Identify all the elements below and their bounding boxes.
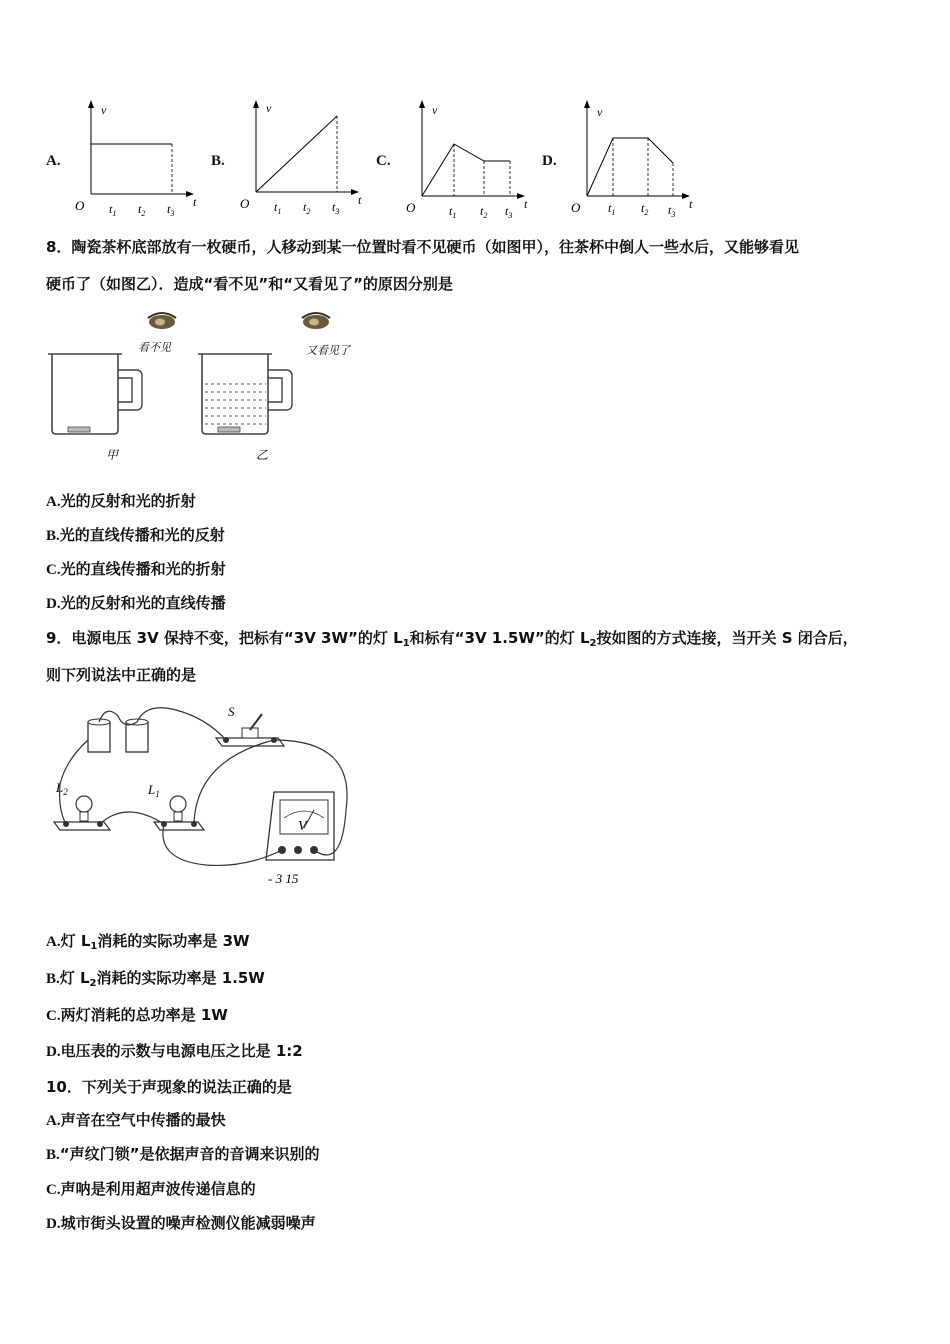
y-axis-arrow <box>419 100 425 108</box>
t1-label: $t_1$ <box>274 200 282 216</box>
q9-option-d: D.电压表的示数与电源电压之比是 1:2 <box>46 1042 303 1060</box>
battery <box>126 719 148 752</box>
q9-stem-line2: 则下列说法中正确的是 <box>46 666 197 684</box>
eye-icon <box>302 313 330 329</box>
vt-graph-d <box>566 98 701 220</box>
lamp-l1-label: $L_1$ <box>148 782 160 799</box>
t3-label: $t_3$ <box>332 200 340 216</box>
velocity-line <box>256 116 337 192</box>
velocity-line <box>587 138 673 196</box>
lamp-l1 <box>154 796 204 830</box>
origin-label: O <box>571 200 581 215</box>
vt-graph-c <box>401 98 536 220</box>
option-d-label: D. <box>542 153 557 169</box>
q8-option-d: D.光的反射和光的直线传播 <box>46 594 226 612</box>
y-axis-arrow <box>584 100 590 108</box>
axis-v-label: v <box>101 103 107 117</box>
label-jia: 甲 <box>106 448 119 462</box>
option-c-label: C. <box>376 153 391 169</box>
t1-label: $t_1$ <box>109 202 117 218</box>
y-axis-arrow <box>88 100 94 108</box>
q9-option-c: C.两灯消耗的总功率是 1W <box>46 1006 228 1024</box>
axis-t-label: t <box>689 197 693 211</box>
label-see-again: 又看见了 <box>306 345 350 357</box>
water <box>205 384 266 424</box>
q8-stem-line1: 8．陶瓷茶杯底部放有一枚硬币，人移动到某一位置时看不见硬币（如图甲），往茶杯中倒人一些水后，又能够看见 <box>46 238 799 256</box>
q9-circuit-figure <box>46 700 356 890</box>
option-b-label: B. <box>211 153 225 169</box>
coin <box>218 427 240 432</box>
origin-label: O <box>75 198 85 213</box>
origin-label: O <box>240 196 250 211</box>
voltmeter-terminals: - 3 15 <box>268 871 299 886</box>
q10-stem: 10．下列关于声现象的说法正确的是 <box>46 1078 292 1096</box>
t1-label: $t_1$ <box>608 201 616 217</box>
coin <box>68 427 90 432</box>
q8-cups-figure <box>40 306 370 468</box>
lamp-l2 <box>54 796 110 830</box>
q10-option-a: A.声音在空气中传播的最快 <box>46 1111 226 1129</box>
option-a-label: A. <box>46 153 61 169</box>
y-axis-arrow <box>253 100 259 108</box>
axis-v-label: v <box>266 101 272 115</box>
switch-label: S <box>228 704 235 719</box>
axis-t-label: t <box>193 195 197 209</box>
t3-label: $t_3$ <box>167 202 175 218</box>
lamp-l2-label: $L_2$ <box>56 780 68 797</box>
t3-label: $t_3$ <box>668 203 676 219</box>
axis-v-label: v <box>597 105 603 119</box>
label-cant-see: 看不见 <box>138 342 171 354</box>
q10-option-c: C.声呐是利用超声波传递信息的 <box>46 1180 256 1198</box>
q10-option-b: B.“声纹门锁”是依据声音的音调来识别的 <box>46 1145 320 1163</box>
origin-label: O <box>406 200 416 215</box>
cup-jia <box>48 354 142 434</box>
axis-t-label: t <box>358 193 362 207</box>
t2-label: $t_2$ <box>138 202 146 218</box>
t3-label: $t_3$ <box>505 204 513 220</box>
eye-icon <box>148 313 176 329</box>
vt-graph-b <box>235 98 370 220</box>
axis-t-label: t <box>524 197 528 211</box>
axis-v-label: v <box>432 103 438 117</box>
t2-label: $t_2$ <box>303 200 311 216</box>
switch <box>216 714 284 746</box>
q9-option-a: A.灯 $L_1$消耗的实际功率是 3W <box>46 932 250 952</box>
cup-yi <box>198 354 292 434</box>
q8-option-a: A.光的反射和光的折射 <box>46 492 196 510</box>
q9-stem-line1: 9．电源电压 3V 保持不变，把标有“3V 3W”的灯 $L_1$和标有“3V 1.5W”的灯 $L_2$按如图的方式连接，当开关 S 闭合后， <box>46 629 858 649</box>
q9-option-b: B.灯 $L_2$消耗的实际功率是 1.5W <box>46 969 265 989</box>
label-yi: 乙 <box>256 448 269 462</box>
q10-option-d: D.城市街头设置的噪声检测仪能减弱噪声 <box>46 1214 316 1232</box>
velocity-line <box>422 144 510 196</box>
t1-label: $t_1$ <box>449 204 457 220</box>
vt-graph-a <box>70 98 205 220</box>
t2-label: $t_2$ <box>641 201 649 217</box>
q8-stem-line2: 硬币了（如图乙）．造成“看不见”和“又看见了”的原因分别是 <box>46 275 453 293</box>
voltmeter-label: V <box>298 819 307 834</box>
q8-option-c: C.光的直线传播和光的折射 <box>46 560 226 578</box>
t2-label: $t_2$ <box>480 204 488 220</box>
battery <box>88 719 110 752</box>
q8-option-b: B.光的直线传播和光的反射 <box>46 526 225 544</box>
